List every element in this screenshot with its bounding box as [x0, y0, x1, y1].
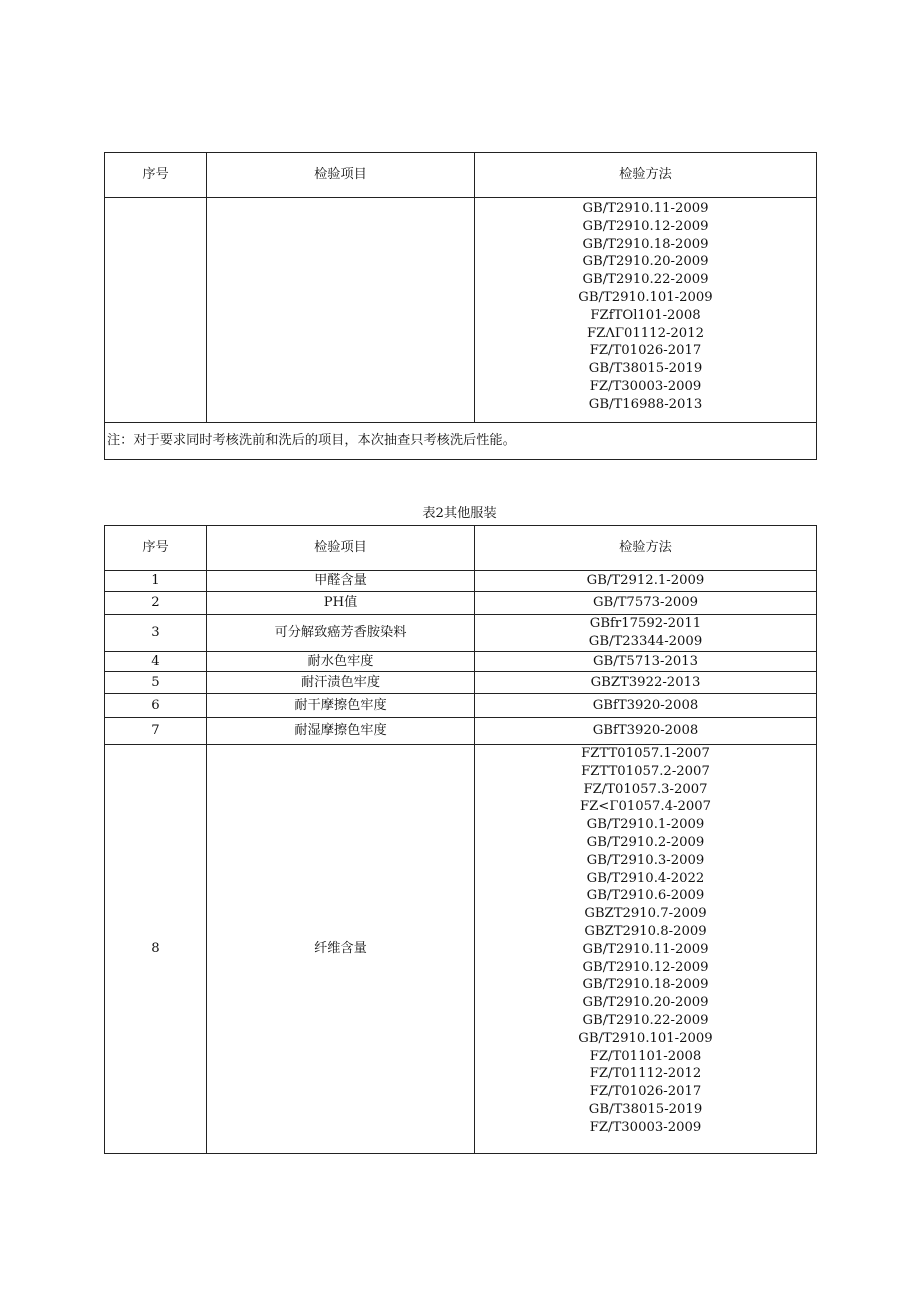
method-line: GB/T2910.20-2009 — [582, 254, 709, 270]
table-1-header — [105, 153, 817, 198]
method-line: GBfr17592-2011 — [589, 616, 702, 632]
header-method: 检验方法 — [475, 153, 817, 198]
table-2-header — [105, 526, 817, 571]
table-note-row — [105, 423, 817, 460]
header-item: 检验项目 — [207, 526, 475, 571]
row-item: PH值 — [207, 592, 475, 615]
method-line: GB/T2910.101-2009 — [578, 289, 713, 305]
row-method: GB/T5713-2013 — [475, 652, 817, 672]
method-line: GB/T2910.18-2009 — [582, 977, 709, 993]
table-row — [105, 652, 817, 672]
row-item: 耐水色牢度 — [207, 652, 475, 672]
table-row — [105, 571, 817, 592]
table-row — [105, 672, 817, 694]
method-line: GB/T2910.2-2009 — [586, 834, 705, 850]
method-line: FZ/T01026-2017 — [589, 1084, 702, 1100]
method-line: GB/T16988-2013 — [588, 396, 703, 412]
table-note: 注：对于要求同时考核洗前和洗后的项目，本次抽查只考核洗后性能。 — [105, 423, 817, 460]
row-item: 耐干摩擦色牢度 — [207, 694, 475, 718]
row-no-cell — [105, 198, 207, 423]
row-method: GBfT3920-2008 — [475, 694, 817, 718]
row-item: 纤维含量 — [207, 745, 475, 1154]
method-line: FZ/T30003-2009 — [589, 378, 702, 394]
method-line: GB/T2910.20-2009 — [582, 995, 709, 1011]
row-no: 6 — [105, 694, 207, 718]
method-line: GBZT2910.8-2009 — [584, 923, 707, 939]
method-line: FZ/T01057.3-2007 — [583, 781, 708, 797]
method-line: GB/T2910.101-2009 — [578, 1030, 713, 1046]
method-line: GB/T38015-2019 — [588, 1101, 703, 1117]
method-line: GB/T2910.12-2009 — [582, 218, 709, 234]
row-no: 1 — [105, 571, 207, 592]
method-line: GB/T2910.22-2009 — [582, 1012, 709, 1028]
method-line: FZ/T30003-2009 — [589, 1119, 702, 1135]
row-method: GBZT3922-2013 — [475, 672, 817, 694]
method-line: GB/T2910.22-2009 — [582, 272, 709, 288]
table-1 — [104, 152, 817, 460]
method-line: FZ/T01026-2017 — [589, 343, 702, 359]
row-methods-cell — [475, 198, 817, 423]
row-no: 5 — [105, 672, 207, 694]
table-row — [105, 615, 817, 652]
table-2 — [104, 525, 817, 1154]
row-item: 耐湿摩擦色牢度 — [207, 718, 475, 745]
row-item: 耐汗渍色牢度 — [207, 672, 475, 694]
row-methods-cell — [475, 745, 817, 1154]
method-line: GB/T38015-2019 — [588, 361, 703, 377]
method-line: GB/T2910.3-2009 — [586, 852, 705, 868]
header-no: 序号 — [105, 526, 207, 571]
method-line: FZ/T01101-2008 — [589, 1048, 702, 1064]
row-no: 8 — [105, 745, 207, 1154]
method-line: GB/T2910.1-2009 — [586, 817, 705, 833]
method-line: FZΛΓ01112-2012 — [587, 325, 704, 341]
row-item: 可分解致癌芳香胺染料 — [207, 615, 475, 652]
table-2-caption: 表2其他服装 — [422, 506, 497, 521]
table-row — [105, 694, 817, 718]
header-item: 检验项目 — [207, 153, 475, 198]
row-item: 甲醛含量 — [207, 571, 475, 592]
method-line: FZ<Γ01057.4-2007 — [579, 799, 712, 815]
row-item-cell — [207, 198, 475, 423]
method-line: GB/T2910.11-2009 — [582, 201, 709, 216]
row-method: GBfT3920-2008 — [475, 718, 817, 745]
method-line: GB/T2910.18-2009 — [582, 236, 709, 252]
method-line: FZfTOl101-2008 — [590, 307, 701, 323]
row-no: 7 — [105, 718, 207, 745]
table-row — [105, 198, 817, 423]
row-method: GB/T2912.1-2009 — [475, 571, 817, 592]
method-line: GB/T2910.6-2009 — [586, 888, 705, 904]
header-no: 序号 — [105, 153, 207, 198]
method-line: GBZT2910.7-2009 — [584, 906, 707, 922]
method-line: GB/T2910.4-2022 — [586, 870, 705, 886]
table-row — [105, 745, 817, 1154]
method-line: GB/T23344-2009 — [588, 634, 703, 649]
row-method — [475, 615, 817, 652]
method-line: GB/T2910.11-2009 — [582, 941, 709, 957]
method-line: FZ/T01112-2012 — [589, 1066, 702, 1082]
row-no: 4 — [105, 652, 207, 672]
table-row — [105, 718, 817, 745]
row-no: 2 — [105, 592, 207, 615]
header-method: 检验方法 — [475, 526, 817, 571]
row-no: 3 — [105, 615, 207, 652]
table-row — [105, 592, 817, 615]
method-line: FZTT01057.2-2007 — [581, 763, 710, 779]
method-line: GB/T2910.12-2009 — [582, 959, 709, 975]
method-line: FZTT01057.1-2007 — [581, 746, 710, 761]
row-method: GB/T7573-2009 — [475, 592, 817, 615]
